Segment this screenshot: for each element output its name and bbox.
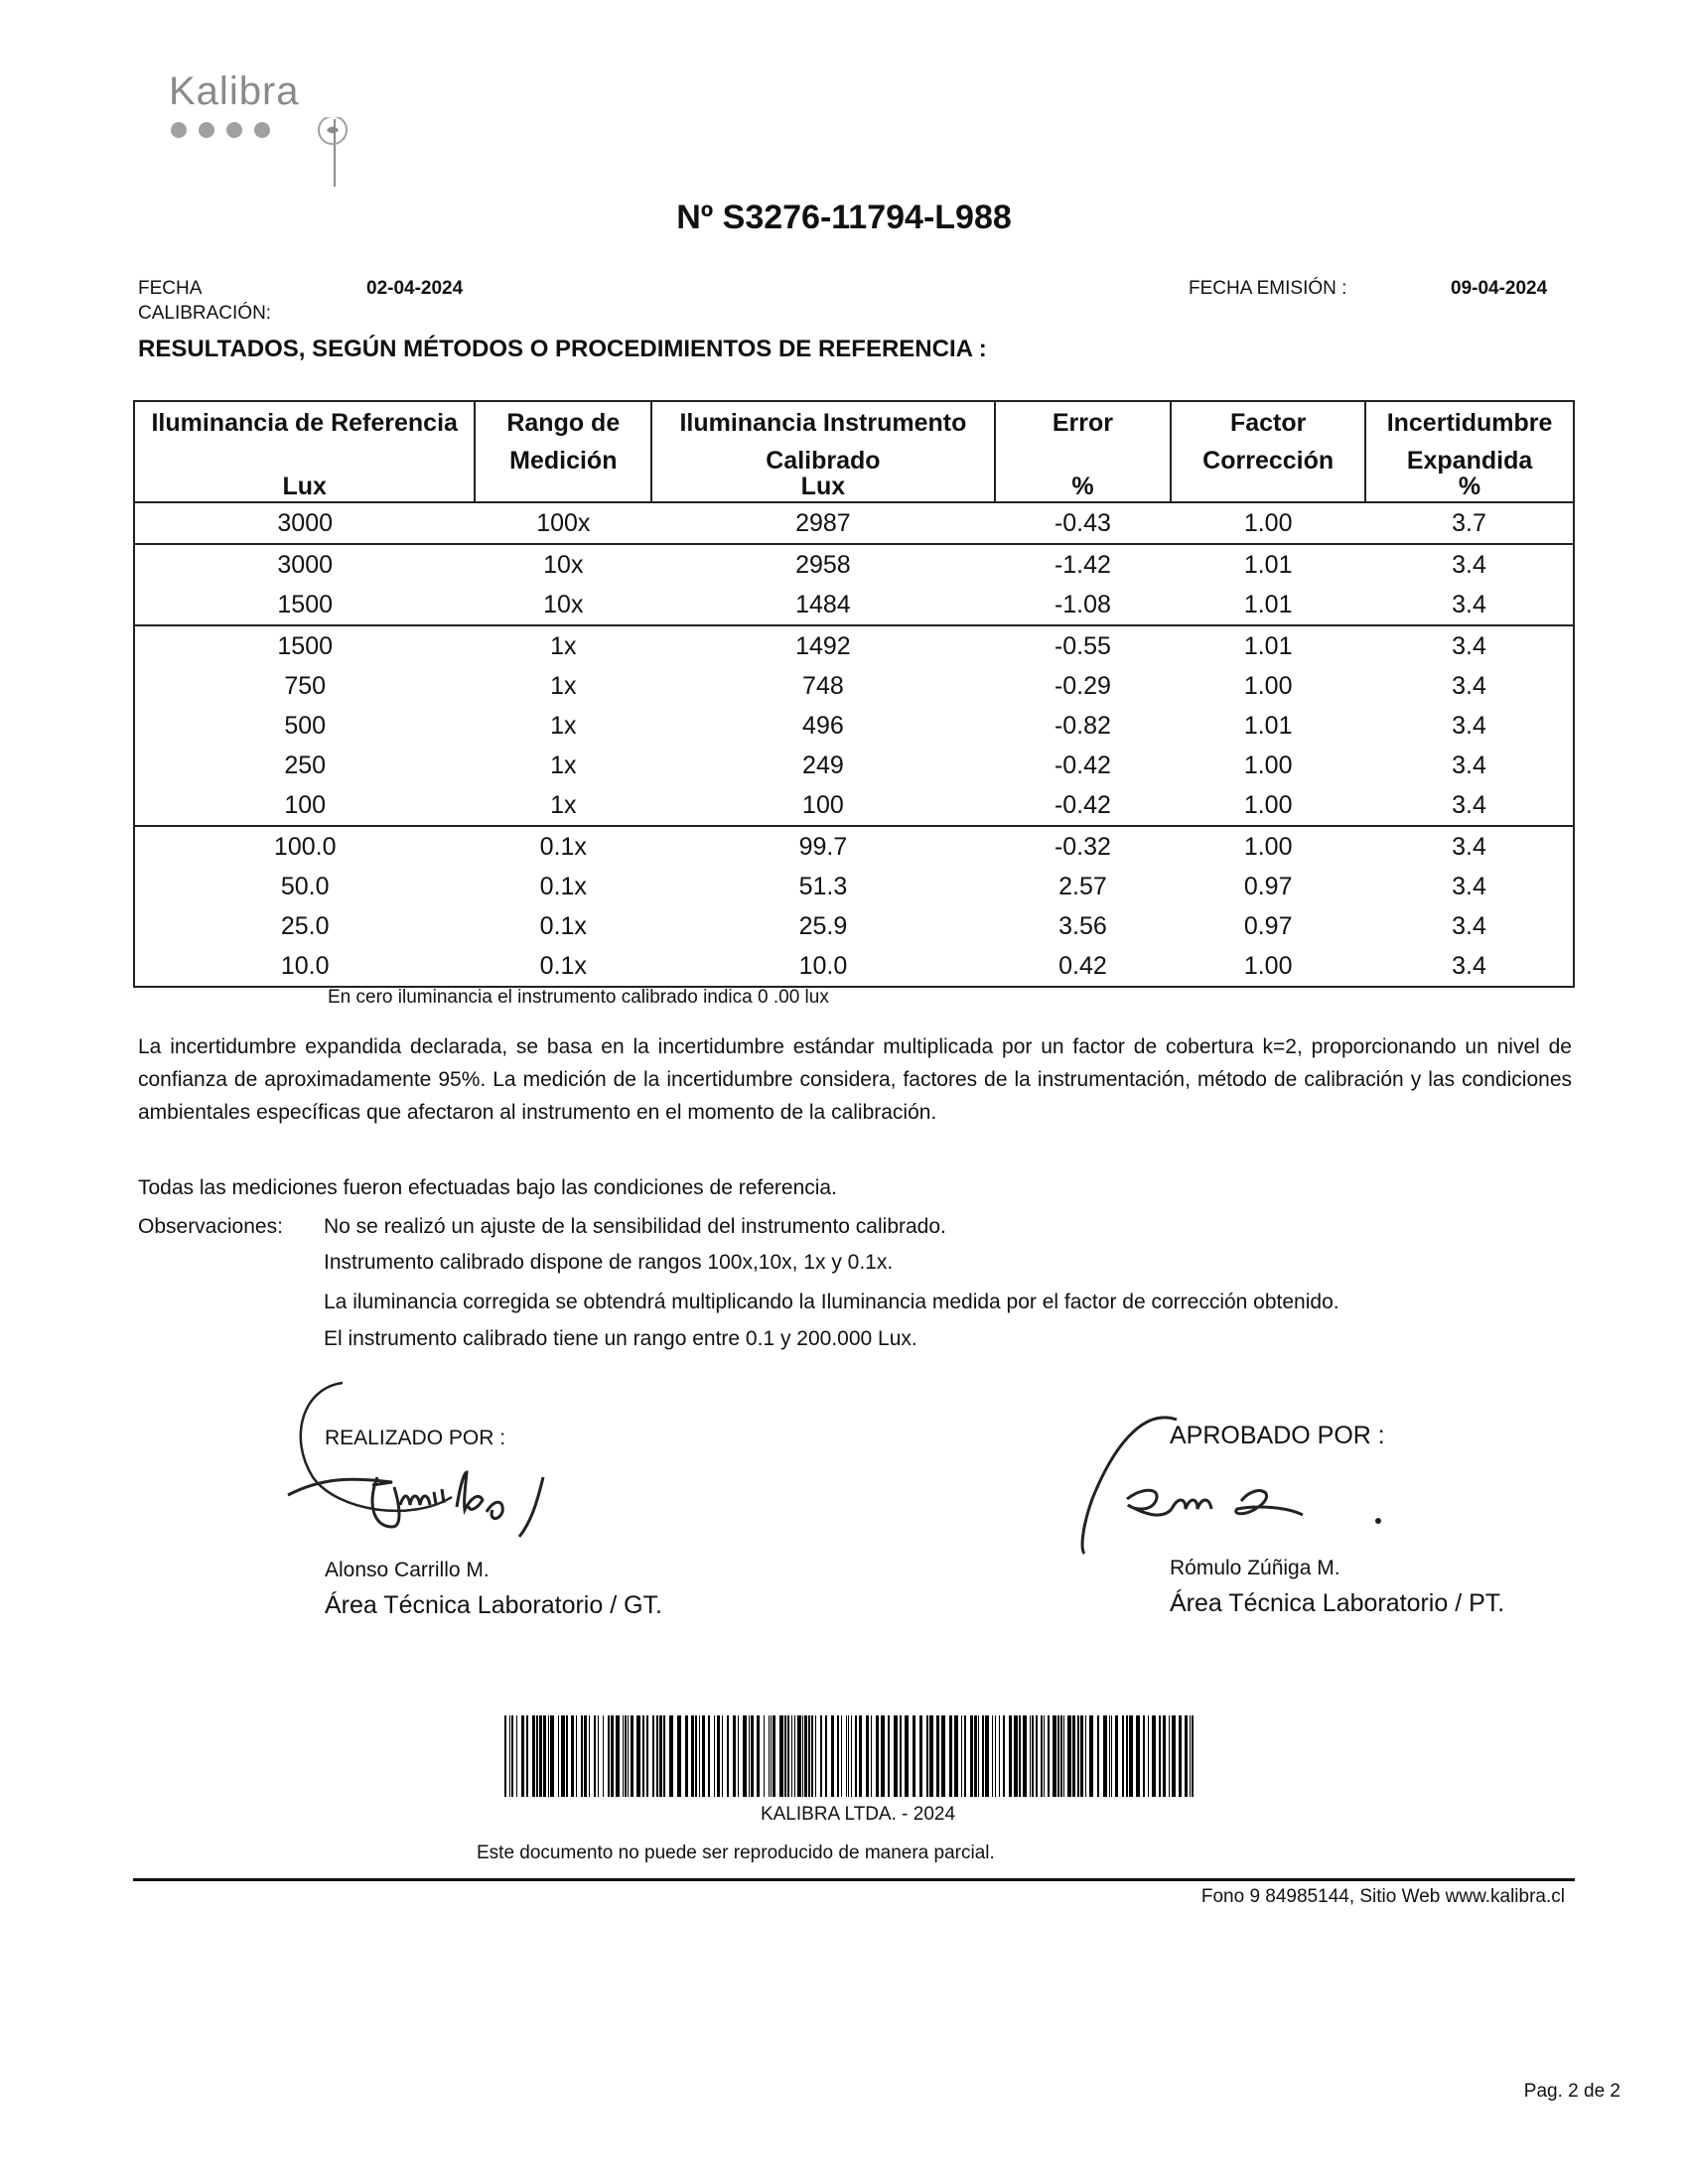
barcode-bar [581,1715,583,1797]
barcode-bar [743,1715,747,1797]
barcode-bar [961,1715,962,1797]
table-cell: 1x [550,751,577,779]
barcode-bar [543,1715,546,1797]
barcode-bar [738,1715,739,1797]
table-cell: 1.01 [1243,632,1293,660]
barcode-bar [1089,1715,1093,1797]
table-cell: 1x [550,712,577,740]
barcode-bar [894,1715,898,1797]
range-group-1x [134,625,1574,826]
table-cell: 99.7 [798,833,848,861]
barcode-bar [1019,1715,1021,1797]
barcode-bar [919,1715,922,1797]
table-cell: 0.42 [1058,952,1107,980]
range-group-10x [134,544,1574,625]
company-logo-icon [167,117,365,197]
column-header: Iluminancia de Referencia Lux [134,401,475,502]
table-cell: 3.4 [1452,873,1486,900]
barcode-bar [999,1715,1000,1797]
table-cell: 3000 [277,509,334,537]
table-cell: 100 [802,791,844,819]
barcode-bar [846,1715,847,1797]
table-cell: 1.01 [1243,551,1293,579]
table-cell: 10.0 [798,952,848,980]
observation-item: Instrumento calibrado dispone de rangos 100x,10x, 1x y 0.1x. [324,1251,894,1274]
table-cell: 1500 [277,591,334,618]
section-title: RESULTADOS, SEGÚN MÉTODOS O PROCEDIMIENTOS DE REFERENCIA : [138,336,987,362]
barcode-bar [1126,1715,1128,1797]
table-cell: 3.7 [1452,509,1486,537]
barcode-bar [646,1715,648,1797]
barcode-bar [1036,1715,1038,1797]
barcode-bar [941,1715,945,1797]
barcode-bar [881,1715,885,1797]
observations-label: Observaciones: [138,1215,283,1238]
barcode-bar [784,1715,786,1797]
barcode-caption: KALIBRA LTDA. - 2024 [760,1804,956,1825]
table-cell: 0.1x [539,873,587,900]
barcode-bar [808,1715,810,1797]
barcode-bar [1030,1715,1031,1797]
signer-right-name: Rómulo Zúñiga M. [1170,1557,1340,1579]
barcode-bar [625,1715,627,1797]
table-cell: 3.4 [1452,912,1486,940]
barcode-bar [532,1715,535,1797]
barcode-bar [1143,1715,1145,1797]
barcode-bar [717,1715,720,1797]
table-cell: -0.55 [1054,632,1111,660]
barcode-bar [663,1715,665,1797]
table-row [134,946,1574,987]
table-cell: 0.1x [539,833,587,861]
barcode-bar [749,1715,750,1797]
barcode-bar [974,1715,977,1797]
table-cell: 250 [284,751,327,779]
table-row [134,502,1574,544]
barcode-bar [611,1715,614,1797]
barcode-bar [913,1715,915,1797]
barcode-bar [859,1715,862,1797]
barcode-bar [576,1715,577,1797]
table-cell: 748 [802,672,844,700]
barcode-bar [659,1715,662,1797]
observation-item: No se realizó un ajuste de la sensibilidad del instrumento calibrado. [324,1215,946,1238]
table-cell: -0.42 [1054,791,1111,819]
barcode-bar [584,1715,587,1797]
barcode-bar [820,1715,822,1797]
table-cell: 1492 [795,632,851,660]
table-row [134,585,1574,625]
barcode-bar [771,1715,772,1797]
fecha-calibracion-value: 02-04-2024 [366,278,464,299]
table-cell: 1.00 [1243,833,1293,861]
barcode-bar [831,1715,834,1797]
barcode-bar [954,1715,958,1797]
barcode-bar [791,1715,792,1797]
range-group-100x [134,502,1574,544]
barcode-bar [702,1715,705,1797]
table-cell: 2987 [795,509,851,537]
fecha-emision-label: FECHA EMISIÓN : [1189,278,1347,299]
barcode-bar [656,1715,658,1797]
table-cell: 1x [550,632,577,660]
table-row [134,826,1574,867]
signature-right [1072,1410,1400,1569]
table-cell: 3.4 [1452,632,1486,660]
table-cell: 3.56 [1058,912,1107,940]
barcode-bar [1185,1715,1188,1797]
contact-info: Fono 9 84985144, Sitio Web www.kalibra.cl [1200,1886,1565,1907]
barcode-bar [677,1715,681,1797]
barcode-bar [1072,1715,1075,1797]
column-header: Factor Corrección [1171,401,1365,502]
barcode-bar [1179,1715,1182,1797]
barcode-bar [1152,1715,1156,1797]
barcode-bar [536,1715,538,1797]
barcode-bar [764,1715,765,1797]
barcode-bar [848,1715,849,1797]
uncertainty-paragraph: La incertidumbre expandida declarada, se basa en la incertidumbre estándar multiplicada por un factor de cobertura k=2, proporcionando un nivel de confianza de aproximadamente 95%. La medición de la incertidumbre considera, factores de la instrumentación, método de calibración y las condiciones ambientales específicas que afectaron al instrumento en el momento de la calibración. [138,1035,1572,1124]
page-number: Pag. 2 de 2 [1523,2081,1620,2102]
observation-item: El instrumento calibrado tiene un rango entre 0.1 y 200.000 Lux. [324,1327,917,1350]
barcode-bar [929,1715,933,1797]
barcode-bar [757,1715,760,1797]
table-cell: 3000 [277,551,334,579]
signature-left [283,1378,581,1557]
table-cell: 750 [284,672,327,700]
barcode-bar [714,1715,715,1797]
table-cell: 3.4 [1452,833,1486,861]
table-row [134,746,1574,785]
signer-left-area: Área Técnica Laboratorio / GT. [325,1591,662,1619]
barcode-bar [539,1715,542,1797]
barcode-bar [992,1715,993,1797]
observation-item: La iluminancia corregida se obtendrá multiplicando la Iluminancia medida por el factor de corrección obtenido. [324,1291,1339,1313]
barcode-bar [926,1715,928,1797]
table-row [134,785,1574,826]
table-cell: 100 [284,791,327,819]
barcode-bar [550,1715,554,1797]
table-cell: 1.00 [1243,509,1293,537]
barcode-bar [594,1715,596,1797]
table-cell: 100.0 [273,833,337,861]
table-cell: 3.4 [1452,751,1486,779]
barcode-bar [561,1715,565,1797]
table-row [134,867,1574,906]
barcode-bar [1053,1715,1056,1797]
barcode-bar [699,1715,700,1797]
table-row [134,706,1574,746]
barcode-bar [628,1715,629,1797]
barcode-bar [526,1715,528,1797]
barcode-bar [1048,1715,1050,1797]
barcode-bar [982,1715,984,1797]
barcode-bar [1111,1715,1112,1797]
table-cell: 10x [543,591,584,618]
barcode-bar [1023,1715,1027,1797]
fecha-emision-value: 09-04-2024 [1451,278,1548,299]
barcode-bar [511,1715,513,1797]
barcode-bar [727,1715,729,1797]
fecha-calibracion-label: FECHA CALIBRACIÓN: [138,278,272,324]
table-cell: -0.43 [1054,509,1111,537]
barcode-bar [608,1715,610,1797]
barcode-bar [1172,1715,1176,1797]
barcode-bar [1169,1715,1170,1797]
barcode-bar [970,1715,973,1797]
barcode-bar [548,1715,549,1797]
barcode-bar [1136,1715,1140,1797]
realizado-por-label: REALIZADO POR : [325,1427,506,1449]
barcode-bar [802,1715,803,1797]
barcode-bar [1044,1715,1045,1797]
barcode-bar [1014,1715,1018,1797]
barcode-bar [1163,1715,1166,1797]
table-cell: -0.42 [1054,751,1111,779]
table-cell: 0.1x [539,952,587,980]
barcode-bar [652,1715,654,1797]
barcode-bar [1190,1715,1191,1797]
barcode-bar [876,1715,879,1797]
barcode-bar [797,1715,801,1797]
table-cell: 1.00 [1243,751,1293,779]
table-cell: 100x [536,509,591,537]
table-cell: 0.97 [1243,873,1293,900]
barcode-bar [985,1715,989,1797]
table-cell: 1.01 [1243,712,1293,740]
barcode-bar [811,1715,813,1797]
barcode-bar [558,1715,559,1797]
column-header: Incertidumbre Expandida % [1365,401,1574,502]
barcode-bar [1041,1715,1043,1797]
table-cell: 0.1x [539,912,587,940]
barcode-bar [642,1715,644,1797]
table-cell: -1.42 [1054,551,1111,579]
barcode-bar [566,1715,568,1797]
table-cell: 25.0 [280,912,330,940]
table-cell: 51.3 [798,873,848,900]
barcode-bar [1103,1715,1107,1797]
table-cell: 2958 [795,551,851,579]
table-cell: 1x [550,672,577,700]
table-cell: 1484 [795,591,851,618]
barcode-bar [631,1715,633,1797]
table-cell: 1.00 [1243,672,1293,700]
signer-right-area: Área Técnica Laboratorio / PT. [1170,1589,1505,1617]
table-cell: -0.29 [1054,672,1111,700]
barcode-bar [616,1715,620,1797]
table-row [134,666,1574,706]
barcode-bar [598,1715,599,1797]
table-row [134,625,1574,666]
table-cell: 1.00 [1243,952,1293,980]
table-cell: 25.9 [798,912,848,940]
table-cell: -0.32 [1054,833,1111,861]
barcode-bar [794,1715,795,1797]
table-row [134,906,1574,946]
barcode-bar [837,1715,839,1797]
table-cell: 10x [543,551,584,579]
table-cell: 0.97 [1243,912,1293,940]
barcode-bar [1003,1715,1005,1797]
barcode-bar [691,1715,694,1797]
barcode-bar [804,1715,807,1797]
barcode-bar [722,1715,723,1797]
table-cell: 50.0 [280,873,330,900]
table-cell: 3.4 [1452,591,1486,618]
barcode-bar [504,1715,506,1797]
disclaimer: Este documento no puede ser reproducido de manera parcial. [477,1843,995,1863]
results-table [133,400,1575,988]
barcode-bar [603,1715,604,1797]
footer-divider [133,1878,1575,1881]
table-cell: 500 [284,712,327,740]
barcode-bar [1148,1715,1149,1797]
table-cell: 3.4 [1452,712,1486,740]
barcode-bar [521,1715,524,1797]
barcode-bar [669,1715,673,1797]
barcode-bar [1063,1715,1064,1797]
barcode-bar [516,1715,517,1797]
barcode-bar [888,1715,890,1797]
column-header: Iluminancia Instrumento Calibrado Lux [651,401,994,502]
barcode-bar [751,1715,754,1797]
barcode-bar [841,1715,842,1797]
barcode-bar [1192,1715,1194,1797]
company-logo-text: Kalibra [169,69,300,113]
barcode-bar [695,1715,697,1797]
conditions-text: Todas las mediciones fueron efectuadas bajo las condiciones de referencia. [138,1176,837,1199]
barcode-bar [866,1715,869,1797]
table-cell: -0.82 [1054,712,1111,740]
barcode-bar [733,1715,736,1797]
certificate-number: Nº S3276-11794-L988 [676,199,1012,236]
barcode-bar [685,1715,688,1797]
barcode-bar [1129,1715,1133,1797]
barcode-bar [787,1715,789,1797]
barcode-bar [855,1715,857,1797]
barcode-bar [949,1715,952,1797]
barcode-bar [708,1715,710,1797]
barcode-bar [623,1715,624,1797]
table-cell: 249 [802,751,844,779]
barcode-bar [1009,1715,1012,1797]
barcode-bar [1057,1715,1059,1797]
barcode-bar [1159,1715,1161,1797]
barcode-bar [1109,1715,1110,1797]
barcode-bar [871,1715,872,1797]
table-cell: 2.57 [1058,873,1107,900]
barcode-bar [1122,1715,1124,1797]
barcode-bar [509,1715,510,1797]
barcode-bar [1067,1715,1071,1797]
table-cell: 1x [550,791,577,819]
column-header: Error % [995,401,1172,502]
barcode-bar [1032,1715,1034,1797]
barcode-bar [900,1715,902,1797]
barcode-bar [905,1715,909,1797]
table-cell: 3.4 [1452,551,1486,579]
barcode-bar [964,1715,966,1797]
aprobado-por-label: APROBADO POR : [1170,1422,1385,1449]
barcode-bar [636,1715,640,1797]
barcode-bar [1085,1715,1086,1797]
barcode [504,1715,1199,1797]
barcode-bar [825,1715,827,1797]
barcode-bar [589,1715,590,1797]
table-cell: 1.01 [1243,591,1293,618]
barcode-bar [1115,1715,1118,1797]
barcode-bar [769,1715,770,1797]
table-cell: 3.4 [1452,791,1486,819]
barcode-bar [1060,1715,1062,1797]
barcode-bar [936,1715,939,1797]
barcode-bar [978,1715,979,1797]
barcode-bar [1080,1715,1083,1797]
barcode-bar [571,1715,574,1797]
table-cell: 1.00 [1243,791,1293,819]
table-cell: 496 [802,712,844,740]
table-cell: 10.0 [280,952,330,980]
table-note: En cero iluminancia el instrumento calibrado indica 0 .00 lux [328,987,829,1008]
barcode-bar [1077,1715,1079,1797]
table-row [134,544,1574,585]
barcode-bar [779,1715,783,1797]
barcode-bar [815,1715,816,1797]
table-cell: -1.08 [1054,591,1111,618]
barcode-bar [1097,1715,1099,1797]
barcode-bar [773,1715,775,1797]
barcode-bar [995,1715,996,1797]
range-group-0-1x [134,826,1574,987]
table-cell: 3.4 [1452,952,1486,980]
table-cell: 1500 [277,632,334,660]
table-cell: 3.4 [1452,672,1486,700]
signer-left-name: Alonso Carrillo M. [325,1559,490,1581]
column-header: Rango de Medición [475,401,651,502]
barcode-bar [851,1715,852,1797]
